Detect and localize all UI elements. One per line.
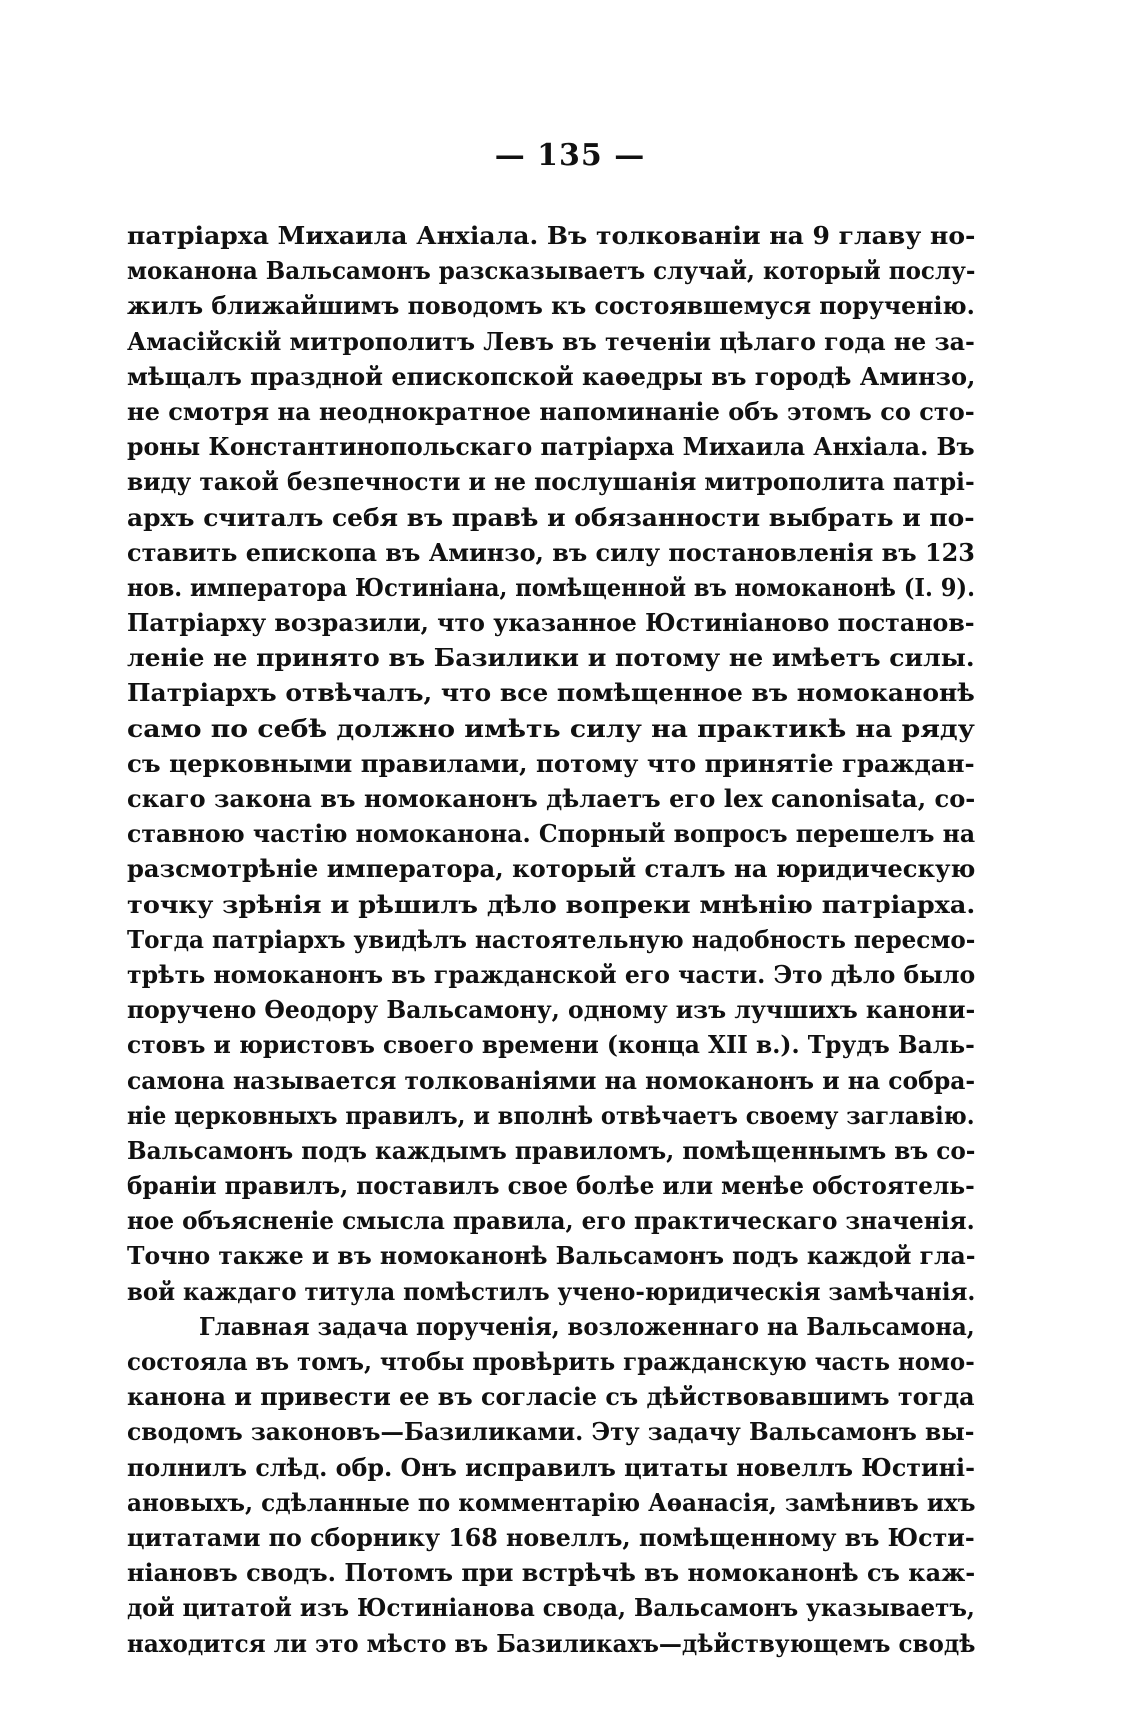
- text-line: [127, 1520, 975, 1555]
- text-line: [127, 1414, 975, 1449]
- text-line: [127, 1203, 975, 1238]
- text-line-content: состояла въ томъ, чтобы провѣрить гражданскую часть номо-: [127, 1347, 975, 1376]
- text-line: [127, 288, 975, 323]
- text-line: [127, 992, 975, 1027]
- text-line: [127, 253, 975, 288]
- page-number: — 135 —: [494, 138, 646, 173]
- text-line: [127, 500, 975, 535]
- text-line: [127, 1450, 975, 1485]
- text-line-content: стовъ и юристовъ своего времени (конца XII в.). Трудъ Валь-: [127, 1030, 975, 1060]
- text-line-content: поручено Ѳеодору Вальсамону, одному изъ лучшихъ канони-: [127, 995, 976, 1025]
- text-line: [127, 394, 975, 429]
- text-line-content: Тогда патріархъ увидѣлъ настоятельную надобность пересмо-: [127, 924, 976, 954]
- text-line-content: точку зрѣнія и рѣшилъ дѣло вопреки мнѣнію патріарха.: [127, 889, 976, 919]
- text-line: [127, 605, 975, 640]
- text-line-content: патріарха Михаила Анхіала. Въ толкованіи на 9 главу но-: [127, 221, 976, 250]
- text-line: [127, 1590, 975, 1625]
- text-line-content: Патріархъ отвѣчалъ, что все помѣщенное въ номоканонѣ: [127, 678, 975, 708]
- text-line: [127, 1626, 975, 1661]
- text-line-content: виду такой безпечности и не послушанія митрополита патрі-: [127, 467, 975, 497]
- text-line-content: не смотря на неоднократное напоминаніе объ этомъ со сто-: [127, 396, 975, 426]
- text-line-content: вой каждаго титула помѣстилъ учено-юридическія замѣчанія.: [127, 1276, 976, 1306]
- text-line-content: архъ считалъ себя въ правѣ и обязанности выбрать и по-: [127, 502, 975, 532]
- text-line-content: леніе не принято въ Базилики и потому не имѣетъ силы.: [127, 643, 975, 673]
- text-line-content: трѣть номоканонъ въ гражданской его части. Это дѣло было: [127, 959, 976, 989]
- text-line: [127, 640, 975, 675]
- text-line-content: ставить епископа въ Аминзо, въ силу постановленія въ 123: [127, 537, 975, 567]
- text-line-content: Главная задача порученія, возложеннаго на Вальсамона,: [199, 1311, 975, 1341]
- text-line-content: дой цитатой изъ Юстиніанова свода, Вальсамонъ указываетъ,: [127, 1593, 975, 1623]
- text-line-content: браніи правилъ, поставилъ свое болѣе или менѣе обстоятель-: [127, 1171, 975, 1201]
- text-line: [127, 535, 975, 570]
- text-line-content: ное объясненіе смысла правила, его практическаго значенія.: [127, 1206, 975, 1236]
- text-line: [127, 429, 975, 464]
- text-line-content: цитатами по сборнику 168 новеллъ, помѣщенному въ Юсти-: [127, 1522, 975, 1552]
- text-line: [127, 324, 975, 359]
- text-line: [127, 1485, 975, 1520]
- text-line: [127, 887, 975, 922]
- text-line-content: ніе церковныхъ правилъ, и вполнѣ отвѣчаетъ своему заглавію.: [127, 1100, 975, 1130]
- text-line-content: канона и привести ее въ согласіе съ дѣйствовавшимъ тогда: [127, 1382, 975, 1412]
- text-line-content: съ церковными правилами, потому что принятіе граждан-: [127, 748, 975, 778]
- text-line: [127, 675, 975, 710]
- text-line: [127, 1063, 975, 1098]
- text-line: [127, 1098, 975, 1133]
- text-line-content: ставною частію номоканона. Спорный вопросъ перешелъ на: [127, 819, 976, 849]
- text-line: [127, 218, 975, 253]
- text-line-content: мѣщалъ праздной епископской каѳедры въ городѣ Аминзо,: [127, 361, 976, 391]
- text-line: [127, 1027, 975, 1062]
- text-line-content: разсмотрѣніе императора, который сталъ на юридическую: [127, 854, 976, 884]
- text-line-content: жилъ ближайшимъ поводомъ къ состоявшемуся порученію.: [127, 291, 975, 321]
- text-line-content: скаго закона въ номоканонъ дѣлаетъ его lex canonisata, со-: [127, 784, 976, 813]
- text-line-content: Вальсамонъ подъ каждымъ правиломъ, помѣщеннымъ въ со-: [127, 1135, 976, 1165]
- text-line-content: роны Константинопольскаго патріарха Михаила Анхіала. Въ: [127, 432, 975, 462]
- text-line-content: ніановъ сводъ. Потомъ при встрѣчѣ въ номоканонѣ съ каж-: [127, 1558, 976, 1588]
- text-line-content: полнилъ слѣд. обр. Онъ исправилъ цитаты новеллъ Юстині-: [127, 1452, 975, 1482]
- text-line-content: самона называется толкованіями на номоканонъ и на собра-: [127, 1065, 976, 1095]
- text-line: [127, 781, 975, 816]
- text-line: [127, 359, 975, 394]
- text-line: [127, 1379, 975, 1414]
- text-line-content: моканона Вальсамонъ разсказываетъ случай, который послу-: [127, 256, 976, 286]
- text-line: [127, 816, 975, 851]
- text-line: [127, 1274, 975, 1309]
- text-line: [127, 1133, 975, 1168]
- text-line: [127, 570, 975, 605]
- text-line: [127, 1555, 975, 1590]
- text-line: [127, 1309, 975, 1344]
- text-line: [127, 746, 975, 781]
- body-text: [127, 218, 975, 1661]
- text-line-content: Амасійскій митрополитъ Левъ въ теченіи цѣлаго года не за-: [127, 326, 975, 356]
- text-line: [127, 464, 975, 499]
- text-line: [127, 851, 975, 886]
- text-line-content: сводомъ законовъ—Базиликами. Эту задачу Вальсамонъ вы-: [127, 1417, 975, 1447]
- text-line: [127, 957, 975, 992]
- text-line-content: само по себѣ должно имѣть силу на практикѣ на ряду: [127, 713, 975, 743]
- text-line-content: ановыхъ, сдѣланные по комментарію Аѳанасія, замѣнивъ ихъ: [127, 1487, 976, 1517]
- text-line-content: находится ли это мѣсто въ Базиликахъ—дѣйствующемъ сводѣ: [127, 1628, 976, 1658]
- text-line-content: нов. императора Юстиніана, помѣщенной въ номоканонѣ (I. 9).: [127, 572, 975, 602]
- text-line-content: Патріарху возразили, что указанное Юстиніаново постанов-: [127, 608, 975, 638]
- text-line-content: Точно также и въ номоканонѣ Вальсамонъ подъ каждой гла-: [127, 1241, 976, 1271]
- text-line: [127, 1238, 975, 1273]
- text-line: [127, 1168, 975, 1203]
- text-line: [127, 1344, 975, 1379]
- text-line: [127, 711, 975, 746]
- text-line: [127, 922, 975, 957]
